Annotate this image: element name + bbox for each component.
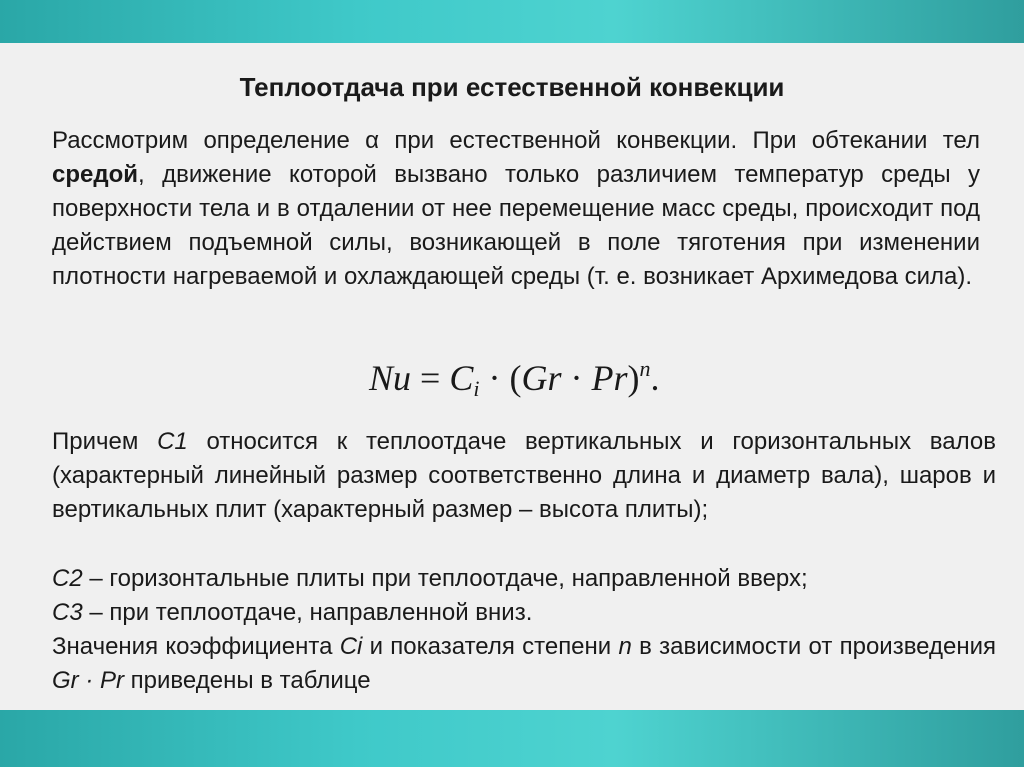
formula-gr: Gr: [521, 358, 562, 398]
slide-title: Теплоотдача при естественной конвекции: [239, 72, 785, 102]
paragraph-table-ref-2: и показателя степени: [362, 633, 619, 660]
paragraph-table-ref-3: в зависимости от произведения: [631, 633, 997, 660]
line-c2-text: – горизонтальные плиты при теплоотдаче, направленной вверх;: [82, 565, 808, 592]
paragraph-table-ref-4: приведены в таблице: [124, 667, 371, 694]
symbol-c2: C2: [52, 565, 83, 592]
symbol-gr-pr: Gr · Pr: [52, 667, 124, 694]
symbol-c3: C3: [52, 599, 83, 626]
formula-close-paren: ): [627, 358, 640, 398]
formula-open-paren: (: [509, 358, 522, 398]
formula-exponent: n: [639, 356, 651, 381]
paragraph-definition-text-1: Рассмотрим определение α при естественной конвекции. При обтекании тел: [52, 127, 980, 154]
symbol-ci: Ci: [339, 633, 363, 660]
formula-lhs: Nu: [369, 358, 412, 398]
formula-pr: Pr: [591, 358, 628, 398]
paragraph-c1: [52, 425, 996, 527]
paragraph-definition: [52, 124, 980, 294]
bold-term-medium: средой: [52, 161, 139, 188]
line-c3-text: – при теплоотдаче, направленной вниз.: [82, 599, 533, 626]
formula-dot-2: ·: [570, 358, 583, 398]
formula-end: .: [650, 358, 660, 398]
formula-coef-sub: i: [473, 376, 480, 401]
formula-dot-1: ·: [488, 358, 501, 398]
bottom-decor-band: [0, 710, 1024, 767]
symbol-n: n: [618, 633, 632, 660]
paragraph-table-ref: [52, 630, 996, 698]
paragraph-definition-text-2: , движение которой вызвано только различием температур среды у поверхности тела и в отдалении от нее перемещение масс среды, происходит под действием подъемной силы, возникающей в поле тяготения при изменении плотности нагреваемой и охлаждающей среды (т. е. возникает Архимедова сила).: [52, 161, 980, 290]
top-decor-band: [0, 0, 1024, 43]
paragraph-table-ref-1: Значения коэффициента: [52, 633, 340, 660]
line-c3: [52, 596, 996, 630]
formula-coef: C: [449, 358, 474, 398]
paragraph-c1-start: Причем: [52, 428, 158, 455]
formula-equals: =: [420, 358, 441, 398]
line-c2: [52, 562, 996, 596]
symbol-c1: C1: [157, 428, 188, 455]
nusselt-formula: [369, 356, 659, 402]
paragraph-c1-rest: относится к теплоотдаче вертикальных и горизонтальных валов (характерный линейный размер соответственно длина и диаметр вала), шаров и вертикальных плит (характерный размер – высота плиты);: [52, 428, 996, 523]
